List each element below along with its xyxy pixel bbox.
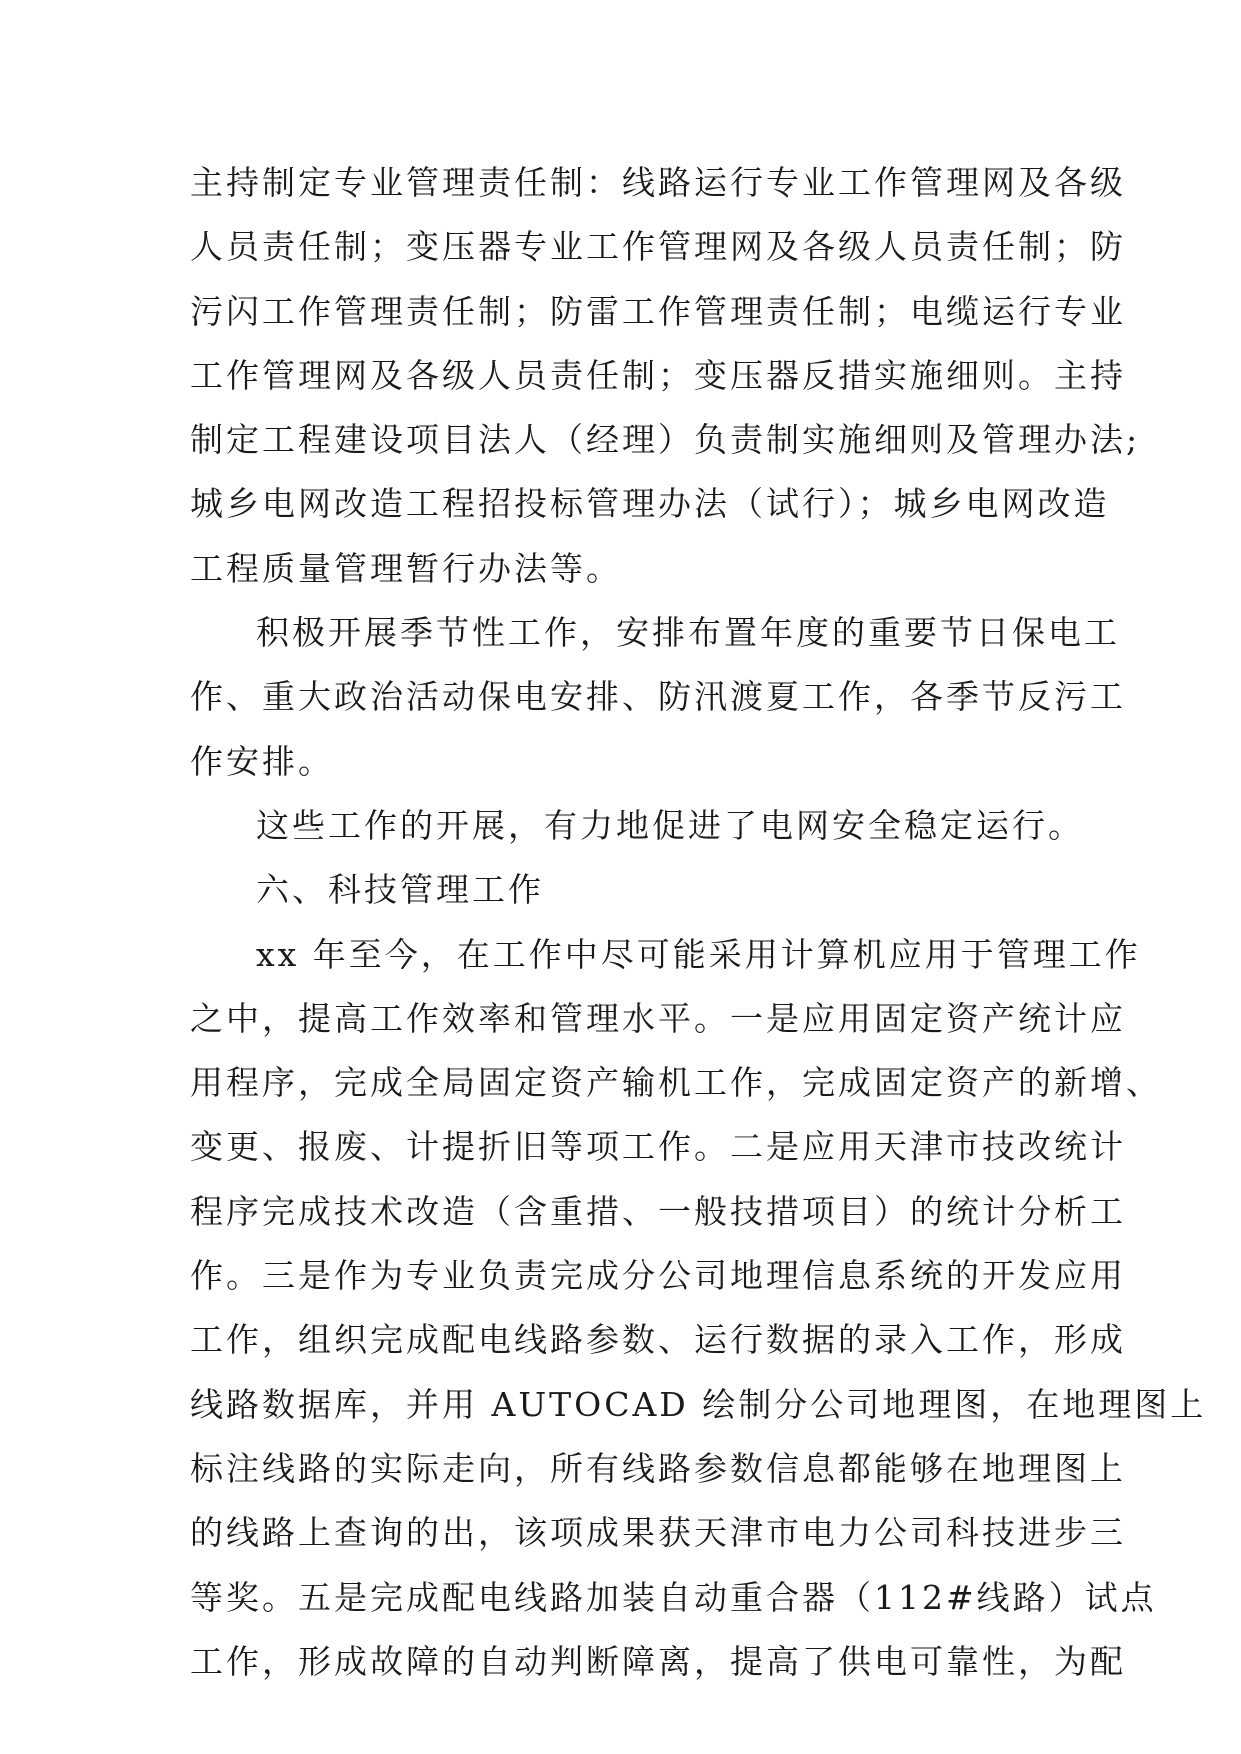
text-line: 工程质量管理暂行办法等。 bbox=[190, 548, 622, 588]
text-line: 线路数据库，并用 AUTOCAD 绘制分公司地理图，在地理图上 bbox=[190, 1384, 1207, 1424]
text-line: 主持制定专业管理责任制：线路运行专业工作管理网及各级 bbox=[190, 163, 1126, 202]
text-line: 程序完成技术改造（含重措、一般技措项目）的统计分析工 bbox=[190, 1191, 1126, 1231]
text-line: 工作，组织完成配电线路参数、运行数据的录入工作，形成 bbox=[190, 1320, 1126, 1360]
paragraph bbox=[190, 794, 1084, 858]
text-line: 之中，提高工作效率和管理水平。一是应用固定资产统计应 bbox=[190, 998, 1126, 1038]
text-line: 变更、报废、计提折旧等项工作。二是应用天津市技改统计 bbox=[190, 1127, 1126, 1167]
text-line: 城乡电网改造工程招投标管理办法（试行）；城乡电网改造 bbox=[190, 484, 1110, 524]
text-line: 积极开展季节性工作，安排布置年度的重要节日保电工 bbox=[256, 613, 1120, 653]
text-line: 的线路上查询的出，该项成果获天津市电力公司科技进步三 bbox=[190, 1513, 1126, 1553]
text-line: 六、科技管理工作 bbox=[256, 870, 544, 910]
text-line: 等奖。五是完成配电线路加装自动重合器（112#线路）试点 bbox=[190, 1577, 1157, 1617]
paragraph bbox=[190, 601, 1126, 794]
text-line: 工作管理网及各级人员责任制；变压器反措实施细则。主持 bbox=[190, 355, 1126, 395]
section-heading bbox=[190, 858, 1050, 922]
text-line: 人员责任制；变压器专业工作管理网及各级人员责任制；防 bbox=[190, 227, 1126, 267]
text-line: 用程序，完成全局固定资产输机工作，完成固定资产的新增、 bbox=[190, 1063, 1162, 1103]
text-line: 这些工作的开展，有力地促进了电网安全稳定运行。 bbox=[256, 805, 1084, 845]
text-line: 作安排。 bbox=[190, 741, 334, 781]
paragraph bbox=[190, 923, 1207, 1695]
text-line: 标注线路的实际走向，所有线路参数信息都能够在地理图上 bbox=[190, 1448, 1126, 1488]
text-line: xx 年至今，在工作中尽可能采用计算机应用于管理工作 bbox=[256, 934, 1141, 974]
text-line: 作、重大政治活动保电安排、防汛渡夏工作，各季节反污工 bbox=[190, 677, 1126, 717]
text-line: 工作，形成故障的自动判断障离，提高了供电可靠性，为配 bbox=[190, 1641, 1126, 1681]
text-line: 作。三是作为专业负责完成分公司地理信息系统的开发应用 bbox=[190, 1256, 1126, 1296]
text-line: 制定工程建设项目法人（经理）负责制实施细则及管理办法; bbox=[190, 420, 1141, 460]
paragraph bbox=[190, 151, 1141, 601]
body-text bbox=[190, 151, 1207, 1694]
text-line: 污闪工作管理责任制；防雷工作管理责任制；电缆运行专业 bbox=[190, 291, 1126, 331]
